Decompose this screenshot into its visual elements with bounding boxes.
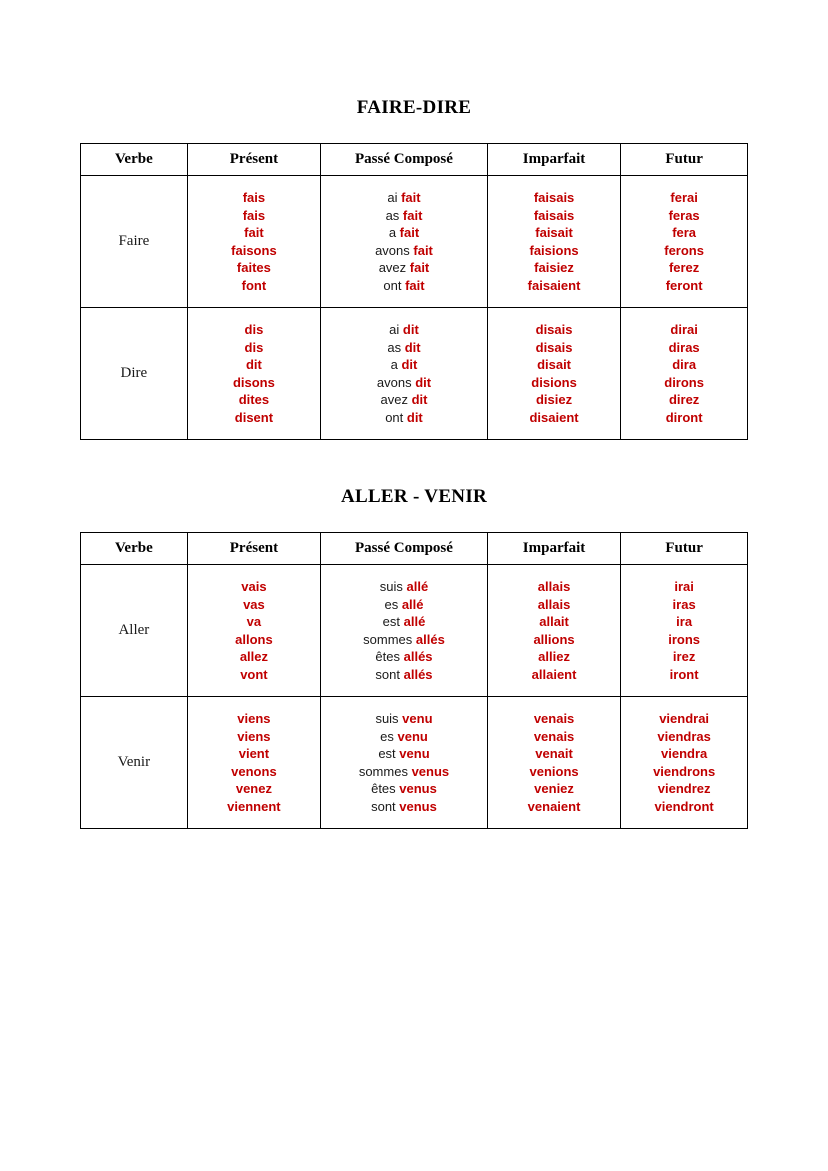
header-row	[81, 144, 748, 176]
verb-name: Faire	[81, 176, 188, 308]
conjugated-form: disions	[531, 374, 577, 390]
header-row	[81, 533, 748, 565]
verb-row	[81, 697, 748, 829]
conjugated-form: font	[241, 277, 267, 293]
imparfait-forms	[487, 565, 620, 697]
past-participle: dit	[415, 374, 432, 390]
conjugated-form	[324, 321, 484, 339]
conjugated-form: dirons	[664, 374, 704, 390]
section-aller-venir	[80, 486, 748, 829]
verb-name: Dire	[81, 308, 188, 440]
conjugated-form: ira	[676, 614, 693, 629]
conjugated-form: feront	[665, 277, 703, 293]
conjugated-form: disent	[234, 409, 274, 425]
conjugated-form: dit	[245, 357, 262, 372]
present-forms	[187, 308, 320, 440]
conjugated-form: faisais	[533, 190, 575, 205]
verb-row	[81, 565, 748, 697]
past-participle: fait	[413, 242, 433, 258]
conjugated-form	[324, 189, 484, 207]
conjugated-form: faites	[236, 260, 271, 275]
section-faire-dire	[80, 97, 748, 440]
conjugated-form: viendrai	[659, 711, 710, 726]
conjugated-form	[324, 207, 484, 225]
auxiliary-verb: êtes	[371, 781, 400, 796]
past-participle: fait	[409, 260, 430, 275]
conjugated-form	[324, 728, 484, 746]
past-participle: venus	[399, 781, 437, 796]
past-participle: allé	[401, 596, 424, 612]
past-participle: fait	[399, 225, 420, 240]
past-participle: fait	[401, 190, 421, 205]
conjugated-form: disais	[535, 339, 573, 355]
futur-forms	[621, 565, 748, 697]
auxiliary-verb: avez	[378, 260, 410, 275]
auxiliary-verb: avons	[376, 374, 416, 390]
auxiliary-verb: sommes	[358, 763, 412, 779]
conjugated-form: faisons	[231, 242, 277, 258]
passe-compose-forms	[321, 697, 488, 829]
header-present: Présent	[187, 144, 320, 176]
conjugated-form: faisiez	[534, 260, 574, 275]
table-body-aller-venir	[81, 565, 748, 829]
conjugated-form: viens	[237, 728, 271, 744]
conjugated-form	[324, 277, 484, 295]
auxiliary-verb: sommes	[363, 631, 416, 647]
conjugated-form: diras	[668, 339, 700, 355]
conjugated-form	[324, 224, 484, 242]
conjugated-form	[324, 798, 484, 816]
conjugated-form: allions	[533, 631, 575, 647]
conjugated-form: dirai	[670, 322, 698, 337]
past-participle: allé	[406, 579, 429, 594]
auxiliary-verb: a	[388, 225, 400, 240]
conjugated-form: viendront	[654, 798, 714, 814]
conjugated-form	[324, 745, 484, 763]
past-participle: venu	[397, 728, 428, 744]
conjugated-form: allait	[539, 614, 569, 629]
conjugated-form	[324, 631, 484, 649]
header-verbe: Verbe	[81, 144, 188, 176]
table-title-faire-dire: FAIRE-DIRE	[356, 97, 472, 118]
conjugated-form	[324, 666, 484, 684]
conjugated-form: faisions	[529, 242, 579, 258]
conjugated-form	[324, 356, 484, 374]
conjugated-form: iront	[669, 666, 699, 682]
header-imparfait: Imparfait	[487, 144, 620, 176]
verb-name: Aller	[81, 565, 188, 697]
conjugated-form	[324, 780, 484, 798]
futur-forms	[621, 308, 748, 440]
conjugated-form: disais	[535, 322, 573, 337]
conjugated-form: viendras	[657, 728, 711, 744]
conjugated-form: venais	[533, 728, 575, 744]
conjugated-form: disiez	[535, 392, 573, 407]
conjugated-form: vont	[240, 666, 268, 682]
auxiliary-verb: es	[380, 728, 398, 744]
conjugated-form	[324, 710, 484, 728]
conjugated-form: vais	[241, 579, 267, 594]
conjugated-form: dis	[244, 339, 264, 355]
conjugated-form: dites	[238, 392, 270, 407]
conjugation-table-aller-venir	[80, 532, 748, 829]
conjugated-form: fais	[242, 207, 266, 223]
conjugated-form: viennent	[227, 798, 281, 814]
auxiliary-verb: as	[385, 207, 403, 223]
conjugated-form	[324, 648, 484, 666]
auxiliary-verb: sont	[371, 798, 400, 814]
conjugated-form: dira	[672, 357, 697, 372]
conjugated-form: fera	[672, 225, 697, 240]
conjugated-form: disaient	[529, 409, 579, 425]
conjugation-table-faire-dire	[80, 143, 748, 440]
conjugated-form: faisais	[533, 207, 575, 223]
auxiliary-verb: as	[387, 339, 405, 355]
past-participle: dit	[404, 339, 421, 355]
past-participle: venu	[402, 711, 433, 726]
present-forms	[187, 697, 320, 829]
conjugated-form: faisait	[535, 225, 573, 240]
verb-row	[81, 308, 748, 440]
present-forms	[187, 565, 320, 697]
past-participle: venus	[399, 798, 437, 814]
header-futur: Futur	[621, 533, 748, 565]
conjugated-form: diront	[665, 409, 703, 425]
table-body-faire-dire	[81, 176, 748, 440]
auxiliary-verb: suis	[379, 579, 407, 594]
conjugated-form: faisaient	[527, 277, 581, 293]
conjugated-form: vas	[243, 596, 265, 612]
conjugated-form: va	[246, 614, 262, 629]
verb-name: Venir	[81, 697, 188, 829]
conjugated-form: dis	[244, 322, 264, 337]
table-title-aller-venir: ALLER - VENIR	[340, 486, 488, 507]
conjugated-form	[324, 374, 484, 392]
futur-forms	[621, 697, 748, 829]
auxiliary-verb: avons	[375, 242, 414, 258]
header-passe-compose: Passé Composé	[321, 144, 488, 176]
past-participle: allés	[403, 666, 433, 682]
conjugated-form: disait	[537, 357, 572, 372]
conjugated-form: iras	[672, 596, 696, 612]
conjugated-form	[324, 763, 484, 781]
conjugated-form: venait	[535, 746, 573, 761]
auxiliary-verb: ont	[383, 277, 406, 293]
auxiliary-verb: êtes	[375, 649, 404, 664]
conjugated-form: ferons	[664, 242, 704, 258]
conjugated-form: allons	[235, 631, 273, 647]
conjugated-form: allais	[537, 579, 571, 594]
conjugated-form: ferai	[670, 190, 698, 205]
conjugated-form	[324, 409, 484, 427]
imparfait-forms	[487, 308, 620, 440]
conjugated-form: venaient	[527, 798, 581, 814]
past-participle: dit	[406, 409, 423, 425]
conjugated-form: disons	[232, 374, 275, 390]
conjugated-form: irai	[674, 579, 694, 594]
conjugated-form: fais	[242, 190, 266, 205]
conjugated-form: allais	[537, 596, 571, 612]
conjugated-form	[324, 339, 484, 357]
conjugated-form: feras	[668, 207, 700, 223]
conjugated-form: vient	[238, 746, 270, 761]
conjugated-form: ferez	[668, 260, 700, 275]
conjugated-form: viendra	[661, 746, 708, 761]
past-participle: allés	[415, 631, 445, 647]
conjugated-form	[324, 613, 484, 631]
conjugated-form	[324, 578, 484, 596]
header-present: Présent	[187, 533, 320, 565]
auxiliary-verb: avez	[380, 392, 412, 407]
conjugated-form: viens	[237, 711, 271, 726]
auxiliary-verb: est	[378, 746, 400, 761]
header-passe-compose: Passé Composé	[321, 533, 488, 565]
past-participle: venu	[399, 746, 430, 761]
conjugated-form	[324, 259, 484, 277]
conjugated-form: alliez	[538, 649, 570, 664]
conjugated-form: venions	[529, 763, 579, 779]
conjugated-form: veniez	[534, 781, 574, 796]
passe-compose-forms	[321, 565, 488, 697]
past-participle: venus	[411, 763, 450, 779]
conjugated-form: fait	[244, 225, 264, 240]
conjugated-form: venons	[231, 763, 277, 779]
present-forms	[187, 176, 320, 308]
futur-forms	[621, 176, 748, 308]
conjugated-form	[324, 596, 484, 614]
auxiliary-verb: es	[384, 596, 402, 612]
conjugated-form	[324, 242, 484, 260]
auxiliary-verb: suis	[375, 711, 403, 726]
auxiliary-verb: ont	[385, 409, 407, 425]
conjugated-form: viendrons	[653, 763, 716, 779]
auxiliary-verb: ai	[389, 322, 403, 337]
conjugated-form: irons	[668, 631, 701, 647]
verb-row	[81, 176, 748, 308]
imparfait-forms	[487, 176, 620, 308]
past-participle: dit	[401, 357, 418, 372]
past-participle: fait	[402, 207, 423, 223]
auxiliary-verb: est	[382, 614, 404, 629]
passe-compose-forms	[321, 176, 488, 308]
conjugated-form	[324, 391, 484, 409]
passe-compose-forms	[321, 308, 488, 440]
conjugated-form: venez	[235, 781, 272, 796]
past-participle: dit	[411, 392, 428, 407]
auxiliary-verb: ai	[387, 190, 402, 205]
conjugated-form: irez	[672, 649, 696, 664]
conjugated-form: allaient	[531, 666, 577, 682]
header-imparfait: Imparfait	[487, 533, 620, 565]
past-participle: fait	[405, 277, 425, 293]
header-futur: Futur	[621, 144, 748, 176]
conjugated-form: direz	[668, 392, 700, 407]
auxiliary-verb: sont	[375, 666, 404, 682]
past-participle: dit	[402, 322, 419, 337]
past-participle: allés	[403, 649, 433, 664]
imparfait-forms	[487, 697, 620, 829]
conjugated-form: allez	[239, 649, 268, 664]
conjugated-form: viendrez	[657, 781, 711, 796]
past-participle: allé	[403, 614, 426, 629]
header-verbe: Verbe	[81, 533, 188, 565]
auxiliary-verb: a	[390, 357, 402, 372]
conjugated-form: venais	[533, 711, 575, 726]
